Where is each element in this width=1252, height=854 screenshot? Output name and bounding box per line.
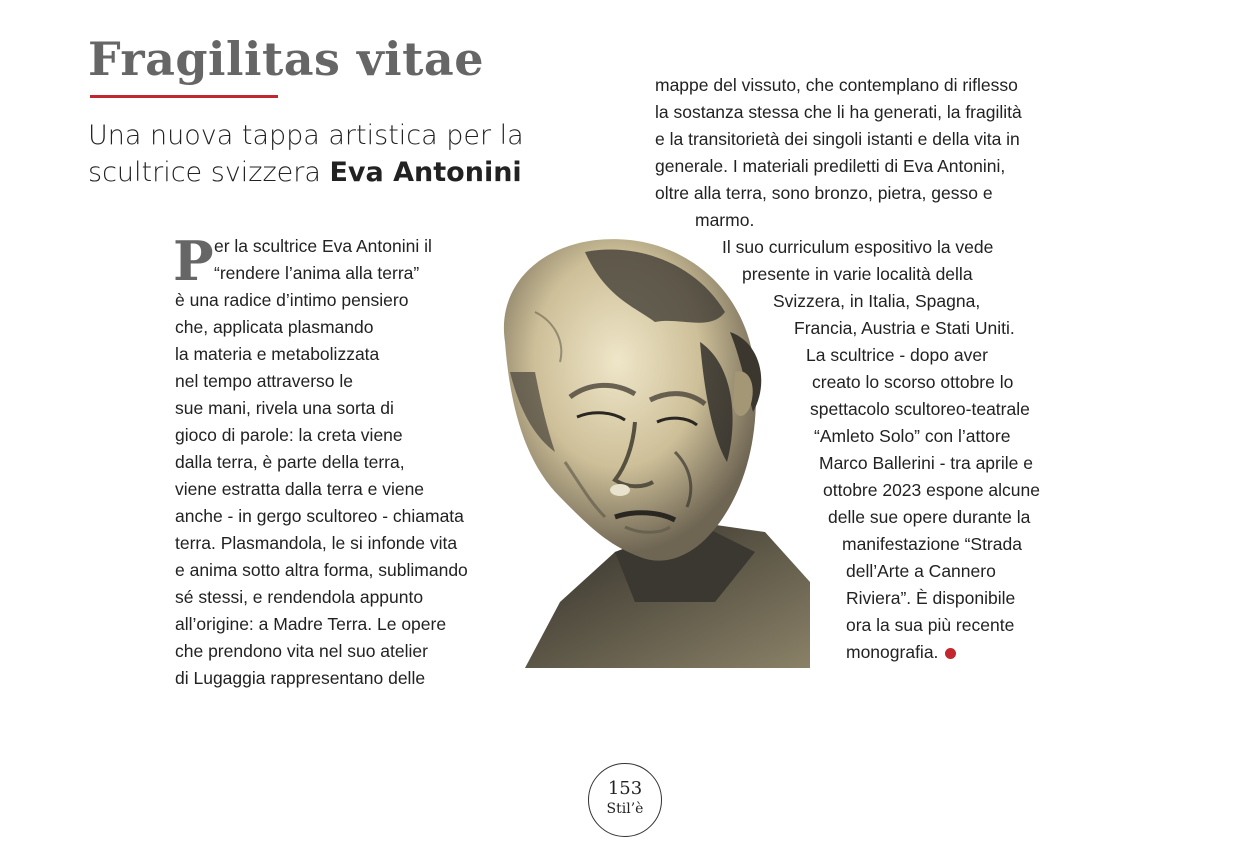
- right-line: Riviera”. È disponibile: [846, 588, 1016, 608]
- left-line: sue mani, rivela una sorta di: [175, 398, 394, 418]
- right-line: dell’Arte a Cannero: [846, 561, 996, 581]
- left-line: terra. Plasmandola, le si infonde vita: [175, 533, 458, 553]
- right-line: Francia, Austria e Stati Uniti.: [794, 318, 1015, 338]
- right-line: generale. I materiali prediletti di Eva Antonini,: [655, 156, 1006, 176]
- left-line: di Lugaggia rappresentano delle: [175, 668, 426, 688]
- article-subtitle: [88, 117, 648, 191]
- left-line: la materia e metabolizzata: [175, 344, 380, 364]
- right-line: spettacolo scultoreo-teatrale: [810, 399, 1030, 419]
- left-line: gioco di parole: la creta viene: [175, 425, 403, 445]
- left-line: nel tempo attraverso le: [175, 371, 354, 391]
- left-line: che, applicata plasmando: [175, 317, 374, 337]
- right-line: Il suo curriculum espositivo la vede: [722, 237, 994, 257]
- sculpture-head-image: [465, 222, 815, 668]
- left-line: dalla terra, è parte della terra,: [175, 452, 405, 472]
- right-line: ora la sua più recente: [846, 615, 1015, 635]
- left-line: er la scultrice Eva Antonini il: [214, 236, 432, 256]
- right-line: “Amleto Solo” con l’attore: [814, 426, 1011, 446]
- page-folio: [588, 763, 662, 837]
- right-line: presente in varie località della: [742, 264, 973, 284]
- right-line: Svizzera, in Italia, Spagna,: [773, 291, 981, 311]
- right-line: marmo.: [695, 210, 755, 230]
- page-number: 153: [607, 778, 643, 799]
- subtitle-text: scultrice svizzera: [88, 157, 330, 188]
- right-line: oltre alla terra, sono bronzo, pietra, gesso e: [655, 183, 993, 203]
- right-line: manifestazione “Strada: [842, 534, 1022, 554]
- right-line: La scultrice - dopo aver: [806, 345, 988, 365]
- right-line: mappe del vissuto, che contemplano di riflesso: [655, 75, 1018, 95]
- left-line: che prendono vita nel suo atelier: [175, 641, 428, 661]
- subtitle-line-1: Una nuova tappa artistica per la: [88, 120, 524, 151]
- subtitle-line-2: [88, 154, 648, 191]
- left-line: “rendere l’anima alla terra”: [214, 263, 420, 283]
- left-line: all’origine: a Madre Terra. Le opere: [175, 614, 447, 634]
- artist-name: Eva Antonini: [329, 157, 522, 188]
- right-line: delle sue opere durante la: [828, 507, 1031, 527]
- right-line: e la transitorietà dei singoli istanti e della vita in: [655, 129, 1020, 149]
- article-title: Fragilitas vitae: [88, 32, 484, 86]
- right-line: ottobre 2023 espone alcune: [823, 480, 1040, 500]
- right-line-last: [846, 642, 956, 662]
- left-line: è una radice d’intimo pensiero: [175, 290, 409, 310]
- end-of-article-dot: [945, 648, 956, 659]
- magazine-name: Stil’è: [606, 801, 644, 817]
- left-line: viene estratta dalla terra e viene: [175, 479, 425, 499]
- drop-cap: P: [173, 229, 214, 293]
- left-line: anche - in gergo scultoreo - chiamata: [175, 506, 464, 526]
- title-underline: [90, 95, 278, 98]
- right-line: Marco Ballerini - tra aprile e: [819, 453, 1033, 473]
- right-line-text: monografia.: [846, 642, 939, 662]
- right-line: la sostanza stessa che li ha generati, la fragilità: [655, 102, 1022, 122]
- left-line: e anima sotto altra forma, sublimando: [175, 560, 468, 580]
- left-line: sé stessi, e rendendola appunto: [175, 587, 424, 607]
- right-line: creato lo scorso ottobre lo: [812, 372, 1014, 392]
